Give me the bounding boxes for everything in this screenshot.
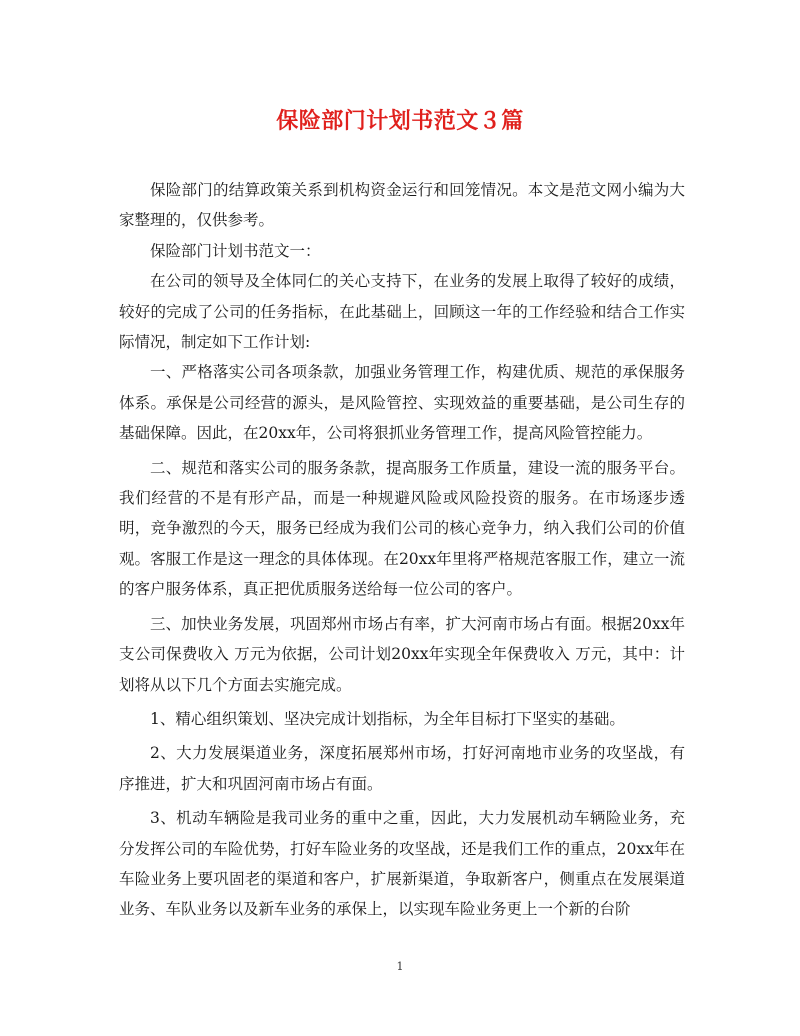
paragraph-point-3: 3、机动车辆险是我司业务的重中之重，因此，大力发展机动车辆险业务，充分发挥公司的车险优势，打好车险业务的攻坚战，还是我们工作的重点，20xx年在车险业务上要巩固老的渠道和客户，扩展新渠道，争取新客户，侧重点在发展渠道业务、车队业务以及新车业务的承保上，以实现车险业务更上一个新的台阶 <box>119 809 685 919</box>
paragraph-intro: 保险部门的结算政策关系到机构资金运行和回笼情况。本文是范文网小编为大家整理的，仅供参考。 <box>119 181 685 230</box>
paragraph-opening: 在公司的领导及全体同仁的关心支持下，在业务的发展上取得了较好的成绩，较好的完成了公司的任务指标，在此基础上，回顾这一年的工作经验和结合工作实际情况，制定如下工作计划: <box>119 272 685 352</box>
paragraph-item-three: 三、加快业务发展，巩固郑州市场占有率，扩大河南市场占有面。根据20xx年支公司保费收入 万元为依据，公司计划20xx年实现全年保费收入 万元，其中：计划将从以下几个方面去实施完成。 <box>119 614 685 694</box>
document-body <box>119 175 685 925</box>
paragraph-section-heading: 保险部门计划书范文一： <box>150 241 321 260</box>
page-number: 1 <box>396 960 404 973</box>
document-title: 保险部门计划书范文３篇 <box>276 108 524 134</box>
paragraph-point-2: 2、大力发展渠道业务，深度拓展郑州市场，打好河南地市业务的攻坚战，有序推进，扩大和巩固河南市场占有面。 <box>119 744 685 793</box>
paragraph-item-one: 一、严格落实公司各项条款，加强业务管理工作，构建优质、规范的承保服务体系。承保是公司经营的源头，是风险管控、实现效益的重要基础，是公司生存的基础保障。因此，在20xx年，公司将狠抓业务管理工作，提高风险管控能力。 <box>119 363 685 443</box>
paragraph-point-1: 1、精心组织策划、坚决完成计划指标，为全年目标打下坚实的基础。 <box>150 709 625 728</box>
paragraph-item-two: 二、规范和落实公司的服务条款，提高服务工作质量，建设一流的服务平台。我们经营的不是有形产品，而是一种规避风险或风险投资的服务。在市场逐步透明，竞争激烈的今天，服务已经成为我们公司的核心竞争力，纳入我们公司的价值观。客服工作是这一理念的具体体现。在20xx年里将严格规范客服工作，建立一流的客户服务体系，真正把优质服务送给每一位公司的客户。 <box>119 458 685 599</box>
